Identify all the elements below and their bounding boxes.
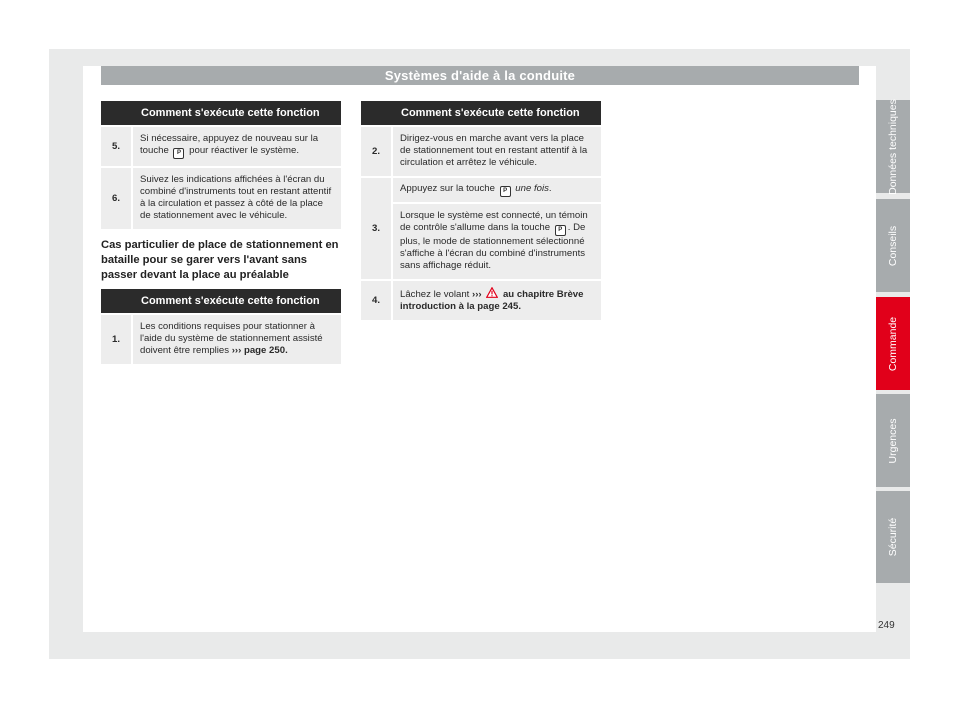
function-table-left-1 [101, 101, 341, 229]
table-row [361, 279, 601, 320]
step-text: Lâchez le volant ››› au chapitre Brève introduction à la page 245. [393, 279, 601, 320]
table-header: Comment s'exécute cette fonction [133, 101, 341, 125]
table-row [361, 176, 601, 202]
table-row [361, 202, 601, 279]
parking-key-icon: P [173, 148, 184, 159]
step-text: Suivez les indications affichées à l'écran du combiné d'instruments tout en restant attentif à la circulation et passez à côté de la place de stationnement avec le véhicule. [133, 166, 341, 229]
section-title: Cas particulier de place de stationnement en bataille pour se garer vers l'avant sans passer devant la place au préalable [101, 239, 339, 281]
parking-key-icon: P [555, 225, 566, 236]
table-row [101, 313, 341, 364]
table-header-num [101, 101, 133, 125]
function-table-left-2 [101, 289, 341, 364]
function-table-right [361, 101, 601, 320]
table-row [361, 125, 601, 176]
step-text: Lorsque le système est connecté, un témoin de contrôle s'allume dans la touche P . De plus, le mode de stationnement sélectionné s'affiche à l'écran du combiné d'instruments sans affichage réduit. [393, 202, 601, 279]
step-text: Appuyez sur la touche P une fois. [393, 176, 601, 202]
step-text: Si nécessaire, appuyez de nouveau sur la touche P pour réactiver le système. [133, 125, 341, 166]
table-header-num [101, 289, 133, 313]
page-reference-link[interactable]: ››› page 250 [231, 345, 286, 356]
tab-donnees-techniques[interactable]: Données techniques [876, 100, 910, 193]
page-number: 249 [878, 620, 895, 631]
tab-urgences[interactable]: Urgences [876, 394, 910, 487]
step-number: 2. [361, 125, 393, 176]
table-header: Comment s'exécute cette fonction [133, 289, 341, 313]
step-text: Dirigez-vous en marche avant vers la place de stationnement tout en restant attentif à la circulation et arrêtez le véhicule. [393, 125, 601, 176]
step-number: 3. [361, 176, 393, 279]
step-number: 6. [101, 166, 133, 229]
tab-conseils[interactable]: Conseils [876, 199, 910, 292]
table-header-num [361, 101, 393, 125]
page-header: Systèmes d'aide à la conduite [101, 66, 859, 85]
step-number: 5. [101, 125, 133, 166]
warning-triangle-icon [486, 287, 498, 298]
parking-key-icon: P [500, 186, 511, 197]
tab-securite[interactable]: Sécurité [876, 491, 910, 583]
tab-commande[interactable]: Commande [876, 297, 910, 390]
table-row [101, 166, 341, 229]
step-number: 1. [101, 313, 133, 364]
step-text: Les conditions requises pour stationner à l'aide du système de stationnement assisté doivent être remplies ››› page 250. [133, 313, 341, 364]
step-number: 4. [361, 279, 393, 320]
table-row [101, 125, 341, 166]
table-header: Comment s'exécute cette fonction [393, 101, 601, 125]
chapter-reference-link[interactable]: au chapitre Brève introduction à la page 245 [400, 289, 584, 312]
